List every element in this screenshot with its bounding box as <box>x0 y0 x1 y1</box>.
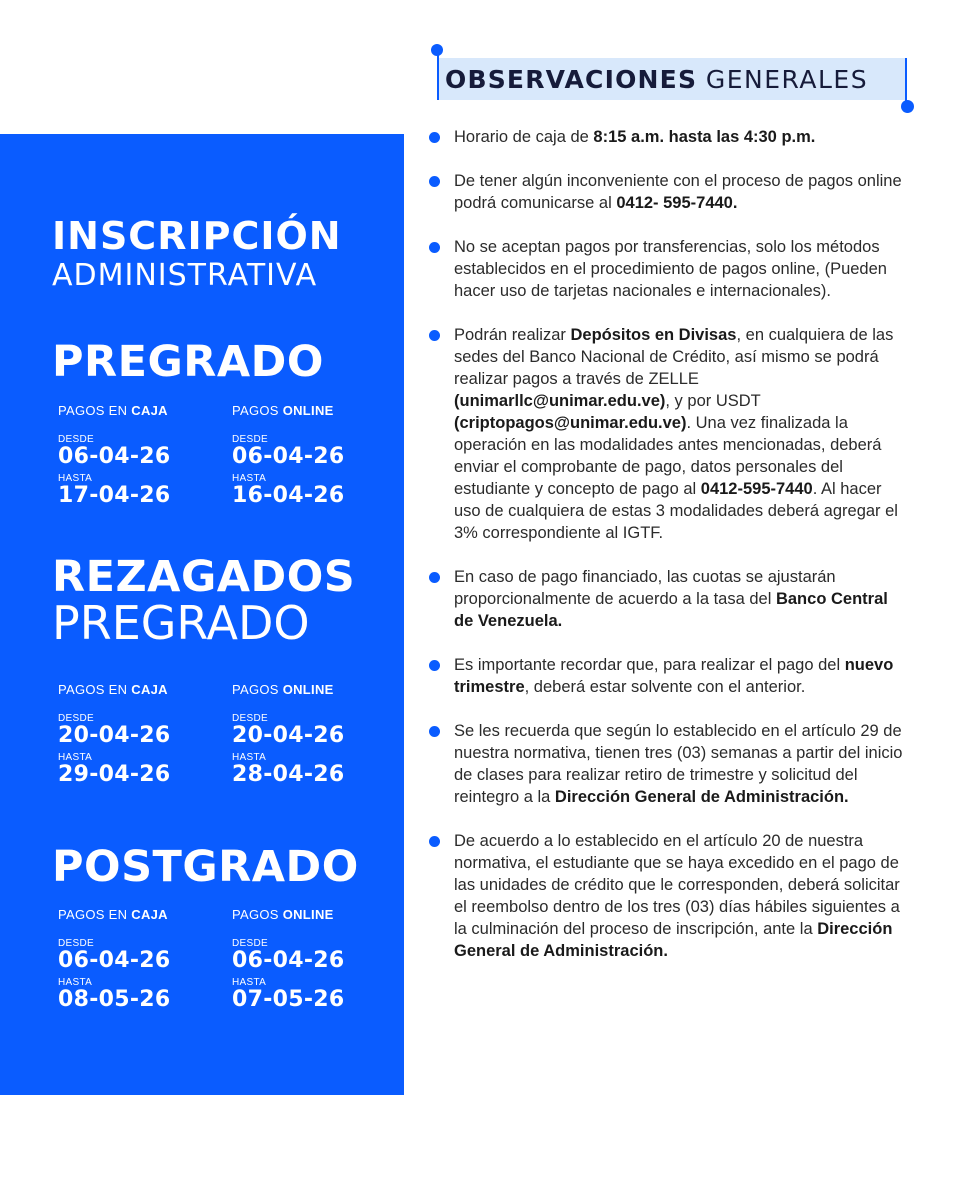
header-decor-bar-left <box>437 58 439 100</box>
observacion-item <box>428 720 910 808</box>
pregrado-title: PREGRADO <box>52 337 324 387</box>
title-light: GENERALES <box>705 65 869 94</box>
inscription-panel <box>0 134 404 1095</box>
header-decor-dot-top <box>431 44 443 56</box>
observacion-text-bold: 8:15 a.m. hasta las 4:30 p.m. <box>593 128 816 146</box>
postgrado-online-hasta: 07-05-26 <box>232 987 345 1012</box>
pregrado-online-hasta: 16-04-26 <box>232 483 345 508</box>
rezagados-subtitle: PREGRADO <box>52 596 310 650</box>
bullet-icon <box>429 572 440 583</box>
bullet-icon <box>429 176 440 187</box>
observacion-item <box>428 654 910 698</box>
pay-head-caja: PAGOS EN CAJA <box>58 682 168 697</box>
hasta-label: HASTA <box>58 977 93 988</box>
inscripcion-title: INSCRIPCIÓN <box>52 214 342 258</box>
observacion-text-bold: (criptopagos@unimar.edu.ve) <box>454 414 687 432</box>
observacion-text: Se les recuerda que según lo establecido en el artículo 29 de nuestra normativa, tienen tres (03) semanas a partir del inicio de clases para realizar retiro de trimestre y solicitud del reintegro a la <box>454 722 903 806</box>
observacion-text: En caso de pago financiado, las cuotas se ajustarán proporcionalmente de acuerdo a la tasa del <box>454 568 836 608</box>
observacion-item <box>428 566 910 632</box>
observacion-item <box>428 830 910 962</box>
observacion-text: De tener algún inconveniente con el proceso de pagos online podrá comunicarse al <box>454 172 902 212</box>
observacion-text: No se aceptan pagos por transferencias, solo los métodos establecidos en el procedimiento de pagos online, (Pueden hacer uso de tarjetas nacionales e internacionales). <box>454 238 887 300</box>
observacion-text: Horario de caja de <box>454 128 594 146</box>
observaciones-title <box>445 62 868 97</box>
pregrado-caja-hasta: 17-04-26 <box>58 483 171 508</box>
postgrado-caja <box>58 907 171 1012</box>
observacion-text-bold: Dirección General de Administración. <box>454 920 893 960</box>
rezagados-online-desde: 20-04-26 <box>232 723 345 748</box>
observacion-text: , en cualquiera de las sedes del Banco Nacional de Crédito, así mismo se podrá realizar pagos a través de ZELLE <box>454 326 894 388</box>
postgrado-caja-hasta: 08-05-26 <box>58 987 171 1012</box>
inscripcion-heading <box>52 214 342 294</box>
postgrado-online-desde: 06-04-26 <box>232 948 345 973</box>
observacion-text-bold: Depósitos en Divisas <box>570 326 737 344</box>
rezagados-online-hasta: 28-04-26 <box>232 762 345 787</box>
observacion-text: Podrán realizar <box>454 326 571 344</box>
rezagados-caja <box>58 682 171 787</box>
hasta-label: HASTA <box>58 473 93 484</box>
bullet-icon <box>429 330 440 341</box>
observacion-text: , y por USDT <box>665 392 761 410</box>
observacion-item <box>428 170 910 214</box>
observaciones-list <box>428 126 910 984</box>
rezagados-title: REZAGADOS <box>52 552 356 602</box>
observacion-text: , deberá estar solvente con el anterior. <box>524 678 806 696</box>
desde-label: DESDE <box>58 713 94 724</box>
pay-head-caja: PAGOS EN CAJA <box>58 907 168 922</box>
pregrado-caja <box>58 403 171 508</box>
bullet-icon <box>429 132 440 143</box>
pay-head-caja: PAGOS EN CAJA <box>58 403 168 418</box>
bullet-icon <box>429 836 440 847</box>
header-decor-dot-bottom <box>901 100 914 113</box>
rezagados-caja-desde: 20-04-26 <box>58 723 171 748</box>
observacion-text: De acuerdo a lo establecido en el artículo 20 de nuestra normativa, el estudiante que se haya excedido en el pago de las unidades de crédito que le corresponden, deberá solicitar el reembolso dentro de los tres (03) días hábiles siguientes a la culminación del proceso de inscripción, ante la <box>454 832 900 938</box>
postgrado-caja-desde: 06-04-26 <box>58 948 171 973</box>
pay-head-online: PAGOS ONLINE <box>232 403 334 418</box>
observacion-item <box>428 126 910 148</box>
header-decor-bar-right <box>905 58 907 104</box>
pregrado-online <box>232 403 345 508</box>
rezagados-caja-hasta: 29-04-26 <box>58 762 171 787</box>
bullet-icon <box>429 726 440 737</box>
rezagados-online <box>232 682 345 787</box>
observacion-text: Es importante recordar que, para realizar el pago del <box>454 656 845 674</box>
observacion-text: . Al hacer uso de cualquiera de estas 3 modalidades deberá agregar el 3% correspondiente al IGTF. <box>454 480 898 542</box>
postgrado-online <box>232 907 345 1012</box>
desde-label: DESDE <box>232 434 268 445</box>
hasta-label: HASTA <box>232 473 267 484</box>
pregrado-caja-desde: 06-04-26 <box>58 444 171 469</box>
observacion-text-bold: (unimarllc@unimar.edu.ve) <box>454 392 666 410</box>
observacion-text-bold: Banco Central de Venezuela. <box>454 590 888 630</box>
observacion-text-bold: 0412- 595-7440. <box>616 194 738 212</box>
observacion-text-bold: 0412-595-7440 <box>700 480 813 498</box>
postgrado-title: POSTGRADO <box>52 842 359 892</box>
desde-label: DESDE <box>58 434 94 445</box>
pregrado-online-desde: 06-04-26 <box>232 444 345 469</box>
observaciones-header <box>437 58 907 100</box>
bullet-icon <box>429 660 440 671</box>
observacion-text-bold: Dirección General de Administración. <box>554 788 849 806</box>
bullet-icon <box>429 242 440 253</box>
hasta-label: HASTA <box>232 752 267 763</box>
observacion-text: . Una vez finalizada la operación en las modalidades antes mencionadas, deberá enviar el comprobante de pago, datos personales del estudiante y concepto de pago al <box>454 414 882 498</box>
observacion-item <box>428 236 910 302</box>
desde-label: DESDE <box>232 713 268 724</box>
desde-label: DESDE <box>232 938 268 949</box>
pay-head-online: PAGOS ONLINE <box>232 682 334 697</box>
hasta-label: HASTA <box>232 977 267 988</box>
observacion-item <box>428 324 910 544</box>
pay-head-online: PAGOS ONLINE <box>232 907 334 922</box>
desde-label: DESDE <box>58 938 94 949</box>
observacion-text-bold: nuevo trimestre <box>454 656 894 696</box>
inscripcion-subtitle: ADMINISTRATIVA <box>52 258 318 293</box>
hasta-label: HASTA <box>58 752 93 763</box>
title-bold: OBSERVACIONES <box>445 65 698 94</box>
